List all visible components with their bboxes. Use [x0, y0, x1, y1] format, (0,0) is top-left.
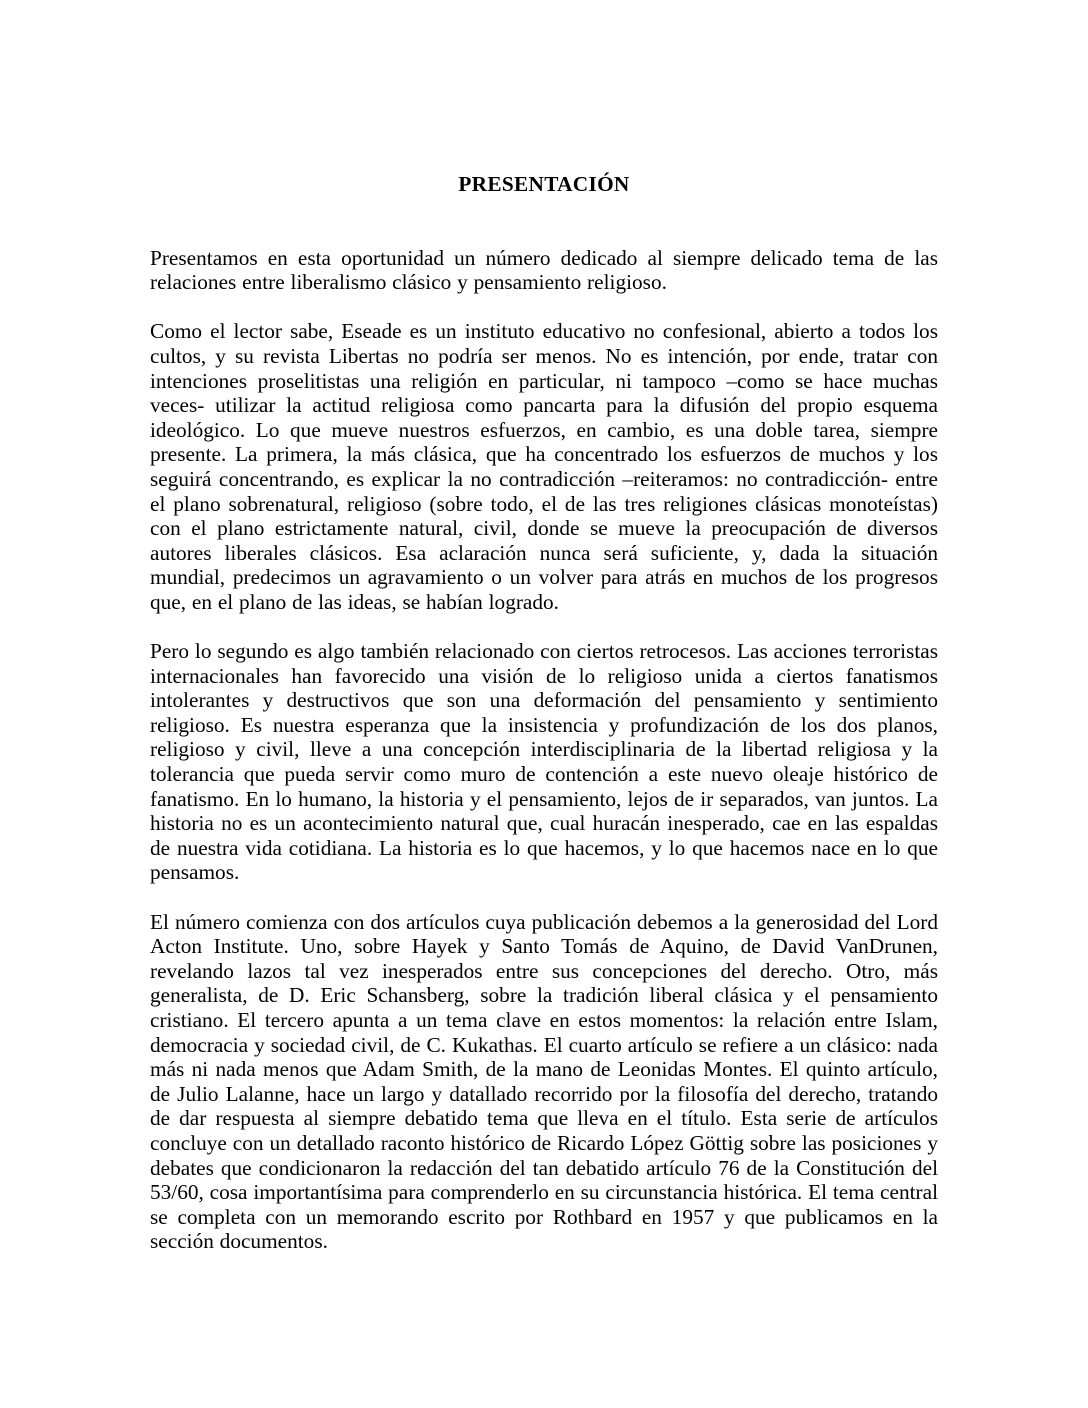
paragraph-eseade-mission: Como el lector sabe, Eseade es un instituto educativo no confesional, abierto a todos los cultos, y su revista Libertas no podría ser menos. No es intención, por ende, tratar con intenciones proselitistas una religión en particular, ni tampoco –como se hace muchas veces- utilizar la actitud religiosa como pancarta para la difusión del propio esquema ideológico. Lo que mueve nuestros esfuerzos, en cambio, es una doble tarea, siempre presente. La primera, la más clásica, que ha concentrado los esfuerzos de muchos y los seguirá concentrando, es explicar la no contradicción –reiteramos: no contradicción- entre el plano sobrenatural, religioso (sobre todo, el de las tres religiones clásicas monoteístas) con el plano estrictamente natural, civil, donde se mueve la preocupación de diversos autores liberales clásicos. Esa aclaración nunca será suficiente, y, dada la situación mundial, predecimos un agravamiento o un volver para atrás en muchos de los progresos que, en el plano de las ideas, se habían logrado.: [150, 319, 938, 614]
paragraph-terrorism-history: Pero lo segundo es algo también relacionado con ciertos retrocesos. Las acciones terroristas internacionales han favorecido una visión de lo religioso unida a ciertos fanatismos intolerantes y destructivos que son una deformación del pensamiento y sentimiento religioso. Es nuestra esperanza que la insistencia y profundización de los dos planos, religioso y civil, lleve a una concepción interdisciplinaria de la libertad religiosa y la tolerancia que pueda servir como muro de contención a este nuevo oleaje histórico de fanatismo. En lo humano, la historia y el pensamiento, lejos de ir separados, van juntos. La historia no es un acontecimiento natural que, cual huracán inesperado, cae en las espaldas de nuestra vida cotidiana. La historia es lo que hacemos, y lo que hacemos nace en lo que pensamos.: [150, 639, 938, 885]
document-body: [150, 246, 938, 1254]
paragraph-intro: Presentamos en esta oportunidad un número dedicado al siempre delicado tema de las relaciones entre liberalismo clásico y pensamiento religioso.: [150, 245, 938, 295]
page-title: PRESENTACIÓN: [458, 172, 630, 196]
paragraph-issue-contents: El número comienza con dos artículos cuya publicación debemos a la generosidad del Lord Acton Institute. Uno, sobre Hayek y Santo Tomás de Aquino, de David VanDrunen, revelando lazos tal vez inesperados entre sus concepciones del derecho. Otro, más generalista, de D. Eric Schansberg, sobre la tradición liberal clásica y el pensamiento cristiano. El tercero apunta a un tema clave en estos momentos: la relación entre Islam, democracia y sociedad civil, de C. Kukathas. El cuarto artículo se refiere a un clásico: nada más ni nada menos que Adam Smith, de la mano de Leonidas Montes. El quinto artículo, de Julio Lalanne, hace un largo y datallado recorrido por la filosofía del derecho, tratando de dar respuesta al siempre debatido tema que lleva en el título. Esta serie de artículos concluye con un detallado raconto histórico de Ricardo López Göttig sobre las posiciones y debates que condicionaron la redacción del tan debatido artículo 76 de la Constitución del 53/60, cosa importantísima para comprenderlo en su circunstancia histórica. El tema central se completa con un memorando escrito por Rothbard en 1957 y que publicamos en la sección documentos.: [150, 909, 938, 1254]
